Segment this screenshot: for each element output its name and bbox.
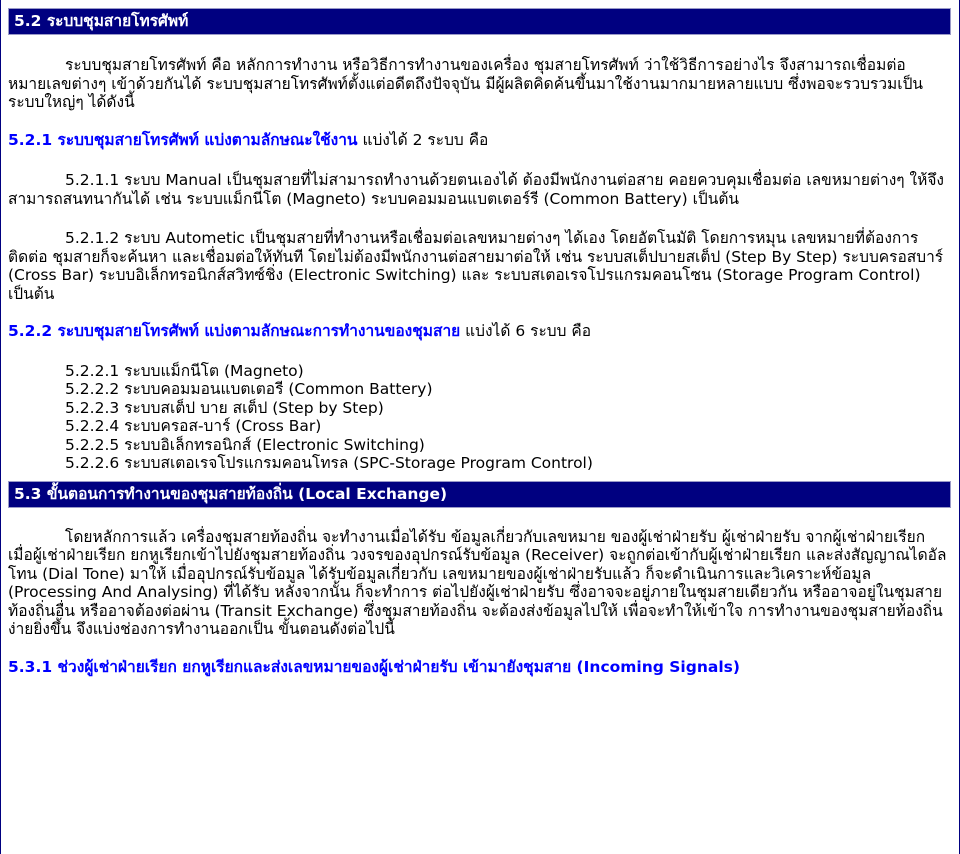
subsection-heading-5-2-2: 5.2.2 ระบบชุมสายโทรศัพท์ แบ่งตามลักษณะการทำงานของชุมสาย: [8, 322, 461, 340]
list-item: 5.2.2.4 ระบบครอส-บาร์ (Cross Bar): [65, 417, 322, 435]
subsection-tail-5-2-1: แบ่งได้ 2 ระบบ คือ: [357, 130, 489, 149]
subsection-5-3-1: [8, 658, 951, 677]
system-list-5-2-2: [8, 362, 951, 473]
subsection-heading-5-3-1: 5.3.1 ช่วงผู้เช่าฝ่ายเรียก ยกหูเรียกและส่งเลขหมายของผู้เช่าฝ่ายรับ เข้ามายังชุมสาย (Incoming Signals): [8, 657, 740, 676]
list-item: 5.2.2.6 ระบบสเตอเรจโปรแกรมคอนโทรล (SPC-Storage Program Control): [65, 454, 593, 472]
paragraph-5-2-1-1: 5.2.1.1 ระบบ Manual เป็นชุมสายที่ไม่สามารถทำงานด้วยตนเองได้ ต้องมีพนักงานต่อสาย คอยควบคุมเชื่อมต่อ เลขหมายต่างๆ ให้จึงสามารถสนทนากันได้ เช่น ระบบแม็กนีโต (Magneto) ระบบคอมมอนแบตเตอร์รี (Common Battery) เป็นต้น: [8, 171, 944, 208]
subsection-5-2-1: [8, 131, 951, 150]
subsection-5-2-2: [8, 322, 951, 341]
list-item: 5.2.2.2 ระบบคอมมอนแบตเตอรี (Common Battery): [65, 380, 433, 398]
section-title-5-3: 5.3 ขั้นตอนการทำงานของชุมสายท้องถิ่น (Local Exchange): [8, 481, 951, 508]
subsection-heading-5-2-1: 5.2.1 ระบบชุมสายโทรศัพท์ แบ่งตามลักษณะใช้งาน: [8, 130, 358, 149]
list-item: 5.2.2.1 ระบบแม็กนีโต (Magneto): [65, 361, 304, 380]
section-title-5-2: 5.2 ระบบชุมสายโทรศัพท์: [8, 8, 951, 35]
paragraph-5-3-intro: โดยหลักการแล้ว เครื่องชุมสายท้องถิ่น จะทำงานเมื่อได้รับ ข้อมูลเกี่ยวกับเลขหมาย ของผู้เช่าฝ่ายรับ ผู้เช่าฝ่ายรับ จากผู้เช่าฝ่ายเรียก เมื่อผู้เช่าฝ่ายเรียก ยกหูเรียกเข้าไปยังชุมสายท้องถิ่น วงจรของอุปกรณ์รับข้อมูล (Receiver) จะถูกต่อเข้ากับผู้เช่าฝ่ายเรียก และส่งสัญญาณไดอัลโทน (Dial Tone) มาให้ เมื่ออุปกรณ์รับข้อมูล ได้รับข้อมูลเกี่ยวกับ เลขหมายของผู้เช่าฝ่ายรับแล้ว ก็จะดำเนินการและวิเคราะห์ข้อมูล (Processing And Analysing) ที่ได้รับ หลังจากนั้น ก็จะทำการ ต่อไปยังผู้เช่าฝ่ายรับ ซึ่งอาจจะอยู่ภายในชุมสายเดียวกัน หรืออาจอยู่ในชุมสายท้องถิ่นอื่น หรืออาจต้องต่อผ่าน (Transit Exchange) ซึ่งชุมสายท้องถิ่น จะต้องส่งข้อมูลไปให้ เพื่อจะทำให้เข้าใจ การทำงานของชุมสายท้องถิ่น ง่ายยิ่งขึ้น จึงแบ่งช่องการทำงานออกเป็น ขั้นตอนดังต่อไปนี้: [8, 527, 947, 638]
list-item: 5.2.2.5 ระบบอิเล็กทรอนิกส์ (Electronic Switching): [65, 435, 425, 454]
list-item: 5.2.2.3 ระบบสเต็ป บาย สเต็ป (Step by Step): [65, 398, 384, 417]
paragraph-5-2-1-2: 5.2.1.2 ระบบ Autometic เป็นชุมสายที่ทำงานหรือเชื่อมต่อเลขหมายต่างๆ ได้เอง โดยอัตโนมัติ โดยการหมุน เลขหมายที่ต้องการติดต่อ ชุมสายก็จะค้นหา และเชื่อมต่อให้ทันที โดยไม่ต้องมีพนักงานต่อสายมาต่อให้ เช่น ระบบสเต็ปบายสเต็ป (Step By Step) ระบบครอสบาร์ (Cross Bar) ระบบอิเล็กทรอนิกส์สวิทซ์ชิ่ง (Electronic Switching) และ ระบบสเตอเรจโปรแกรมคอนโซน (Storage Program Control) เป็นต้น: [8, 229, 944, 303]
paragraph-5-2-intro: ระบบชุมสายโทรศัพท์ คือ หลักการทำงาน หรือวิธีการทำงานของเครื่อง ชุมสายโทรศัพท์ ว่าใช้วิธีการอย่างไร จึงสามารถเชื่อมต่อหมายเลขต่างๆ เข้าด้วยกันได้ ระบบชุมสายโทรศัพท์ตั้งแต่อดีตถึงปัจจุบัน มีผู้ผลิตคิดค้นขึ้นมาใช้งานมากมายหลายแบบ ซึ่งพอจะรวบรวมเป็นระบบใหญ่ๆ ได้ดังนี้: [8, 56, 924, 111]
subsection-tail-5-2-2: แบ่งได้ 6 ระบบ คือ: [460, 322, 592, 340]
